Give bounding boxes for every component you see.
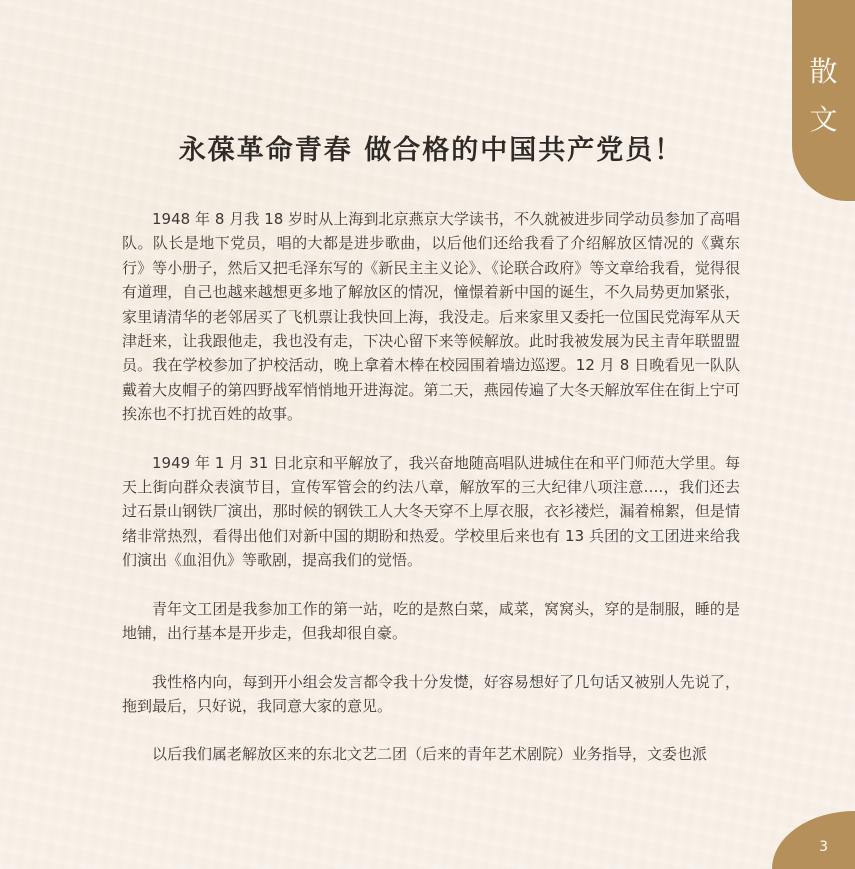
section-tab-char: 文 bbox=[809, 103, 838, 136]
article-paragraph: 青年文工团是我参加工作的第一站，吃的是熬白菜，咸菜，窝窝头，穿的是制服，睡的是地铺，出行基本是开步走，但我却很自豪。 bbox=[122, 599, 740, 643]
page-number: 3 bbox=[819, 839, 828, 855]
article bbox=[122, 135, 740, 767]
article-title: 永葆革命青春 做合格的中国共产党员！ bbox=[178, 135, 684, 166]
section-tab-prose bbox=[792, 0, 855, 201]
page-number-corner bbox=[772, 811, 855, 869]
article-body bbox=[122, 207, 740, 767]
article-paragraph: 以后我们属老解放区来的东北文艺二团（后来的青年艺术剧院）业务指导，文委也派 bbox=[152, 745, 708, 764]
section-tab-char: 散 bbox=[809, 55, 838, 88]
article-paragraph: 我性格内向，每到开小组会发言都令我十分发憷，好容易想好了几句话又被别人先说了，拖到最后，只好说，我同意大家的意见。 bbox=[122, 672, 740, 715]
article-paragraph: 1949 年 1 月 31 日北京和平解放了，我兴奋地随高唱队进城住在和平门师范大学里。每天上街向群众表演节目，宣传军管会的约法八章，解放军的三大纪律八项注意….，我们还去过石景山钢铁厂演出，那时候的钢铁工人大冬天穿不上厚衣服，衣衫褛烂，漏着棉絮，但是情绪非常热烈，看得出他们对新中国的期盼和热爱。学校里后来也有 13 兵团的文工团进来给我们演出《血泪仇》等歌剧，提高我们的觉悟。 bbox=[122, 453, 740, 570]
article-paragraph: 1948 年 8 月我 18 岁时从上海到北京燕京大学读书，不久就被进步同学动员参加了高唱队。队长是地下党员，唱的大都是进步歌曲，以后他们还给我看了介绍解放区情况的《冀东行》等小册子，然后又把毛泽东写的《新民主主义论》、《论联合政府》等文章给我看，觉得很有道理，自己也越来越想更多地了解放区的情况，憧憬着新中国的诞生，不久局势更加紧张，家里请清华的老邻居买了飞机票让我快回上海，我没走。后来家里又委托一位国民党海军从天津赶来，让我跟他走，我也没有走，下决心留下来等候解放。此时我被发展为民主青年联盟盟员。我在学校参加了护校活动，晚上拿着木棒在校园围着墙边巡逻。12 月 8 日晚看见一队队戴着大皮帽子的第四野战军悄悄地开进海淀。第二天，燕园传遍了大冬天解放军住在街上宁可挨冻也不打扰百姓的故事。 bbox=[122, 210, 740, 424]
